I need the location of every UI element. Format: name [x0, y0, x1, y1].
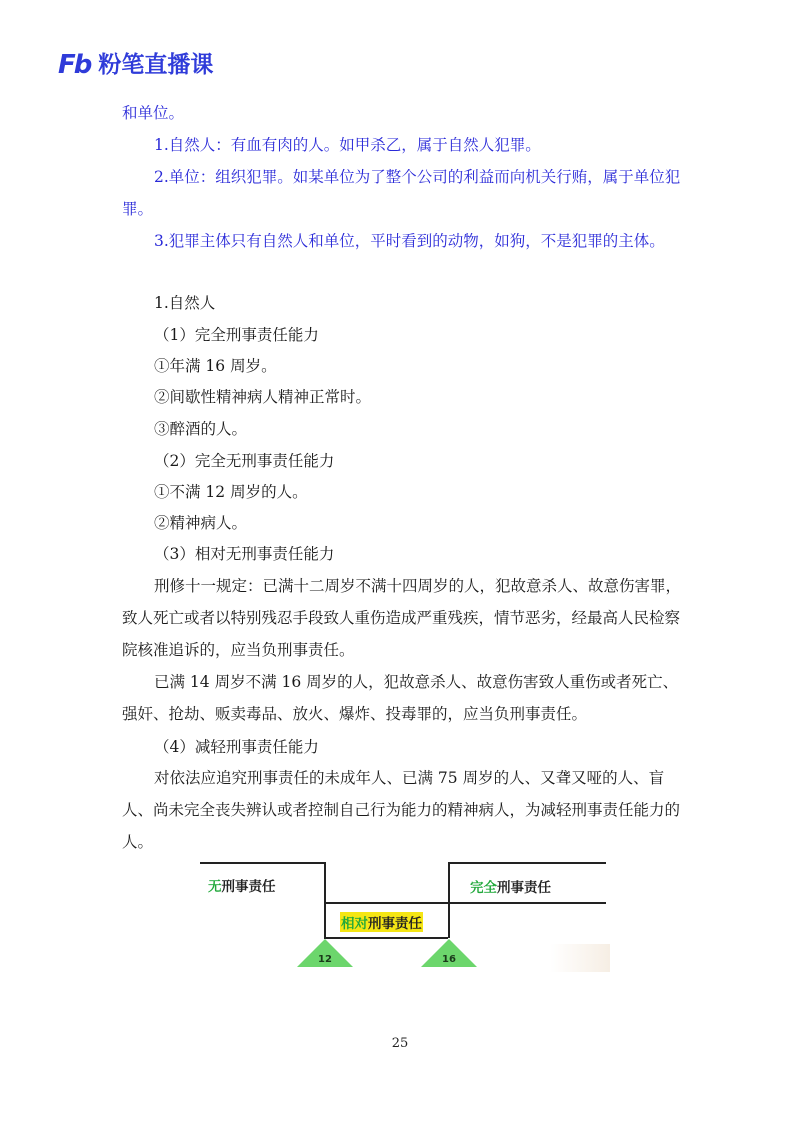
- diagram-line: [324, 862, 326, 938]
- logo-text: 粉笔直播课: [98, 51, 214, 78]
- paragraph-s4-1: 对依法应追究刑事责任的未成年人、已满 75 周岁的人、又聋又哑的人、盲人、尚未完全丧失辨认或者控制自己行为能力的精神病人，为减轻刑事责任能力的人。: [122, 769, 681, 851]
- image-edge-artifact: [550, 944, 610, 972]
- age-marker-label: 16: [442, 954, 456, 965]
- logo: [58, 52, 213, 78]
- list-item: ①不满 12 周岁的人。: [154, 483, 308, 501]
- label-relative-prefix: 相对: [341, 916, 368, 932]
- diagram-line: [448, 862, 450, 938]
- age-marker-12: [297, 939, 355, 969]
- subheading-2: （2）完全无刑事责任能力: [154, 452, 335, 470]
- blue-item-2: 2.单位：组织犯罪。如某单位为了整个公司的利益而向机关行贿，属于单位犯罪。: [122, 168, 681, 218]
- label-relative-suffix: 刑事责任: [368, 916, 422, 932]
- paragraph-s3-2: 已满 14 周岁不满 16 周岁的人，犯故意杀人、故意伤害致人重伤或者死亡、强奸、抢劫、贩卖毒品、放火、爆炸、投毒罪的，应当负刑事责任。: [122, 673, 679, 723]
- blue-item-1: 1.自然人：有血有肉的人。如甲杀乙，属于自然人犯罪。: [154, 136, 541, 154]
- page-number: 25: [391, 1036, 409, 1051]
- label-full-suffix: 刑事责任: [497, 880, 551, 896]
- subheading-1: （1）完全刑事责任能力: [154, 326, 319, 344]
- list-item: ②精神病人。: [154, 514, 248, 532]
- paragraph-s3-1: 刑修十一规定：已满十二周岁不满十四周岁的人，犯故意杀人、故意伤害罪，致人死亡或者以特别残忍手段致人重伤造成严重残疾，情节恶劣，经最高人民检察院核准追诉的，应当负刑事责任。: [122, 577, 682, 659]
- heading-natural-person: 1.自然人: [154, 294, 216, 312]
- label-no-suffix: 刑事责任: [221, 879, 276, 895]
- subheading-3: （3）相对无刑事责任能力: [154, 545, 335, 563]
- list-item: ②间歇性精神病人精神正常时。: [154, 388, 372, 406]
- diagram-line: [200, 862, 324, 864]
- label-no-prefix: 无: [208, 879, 222, 895]
- blue-line-0: 和单位。: [122, 104, 185, 122]
- label-full-responsibility: [470, 876, 551, 896]
- logo-mark: Fb: [58, 50, 91, 80]
- subheading-4: （4）减轻刑事责任能力: [154, 738, 319, 756]
- list-item: ③醉酒的人。: [154, 420, 248, 438]
- age-marker-label: 12: [318, 954, 332, 965]
- label-no-responsibility: [208, 875, 276, 895]
- age-marker-16: [421, 939, 479, 969]
- blue-item-3: 3.犯罪主体只有自然人和单位，平时看到的动物，如狗，不是犯罪的主体。: [154, 232, 665, 250]
- list-item: ①年满 16 周岁。: [154, 357, 277, 375]
- diagram-line: [324, 902, 448, 904]
- diagram-line: [448, 902, 606, 904]
- label-full-prefix: 完全: [470, 880, 497, 896]
- label-relative-responsibility: [340, 912, 423, 932]
- diagram-line: [448, 862, 606, 864]
- responsibility-diagram: [200, 858, 610, 972]
